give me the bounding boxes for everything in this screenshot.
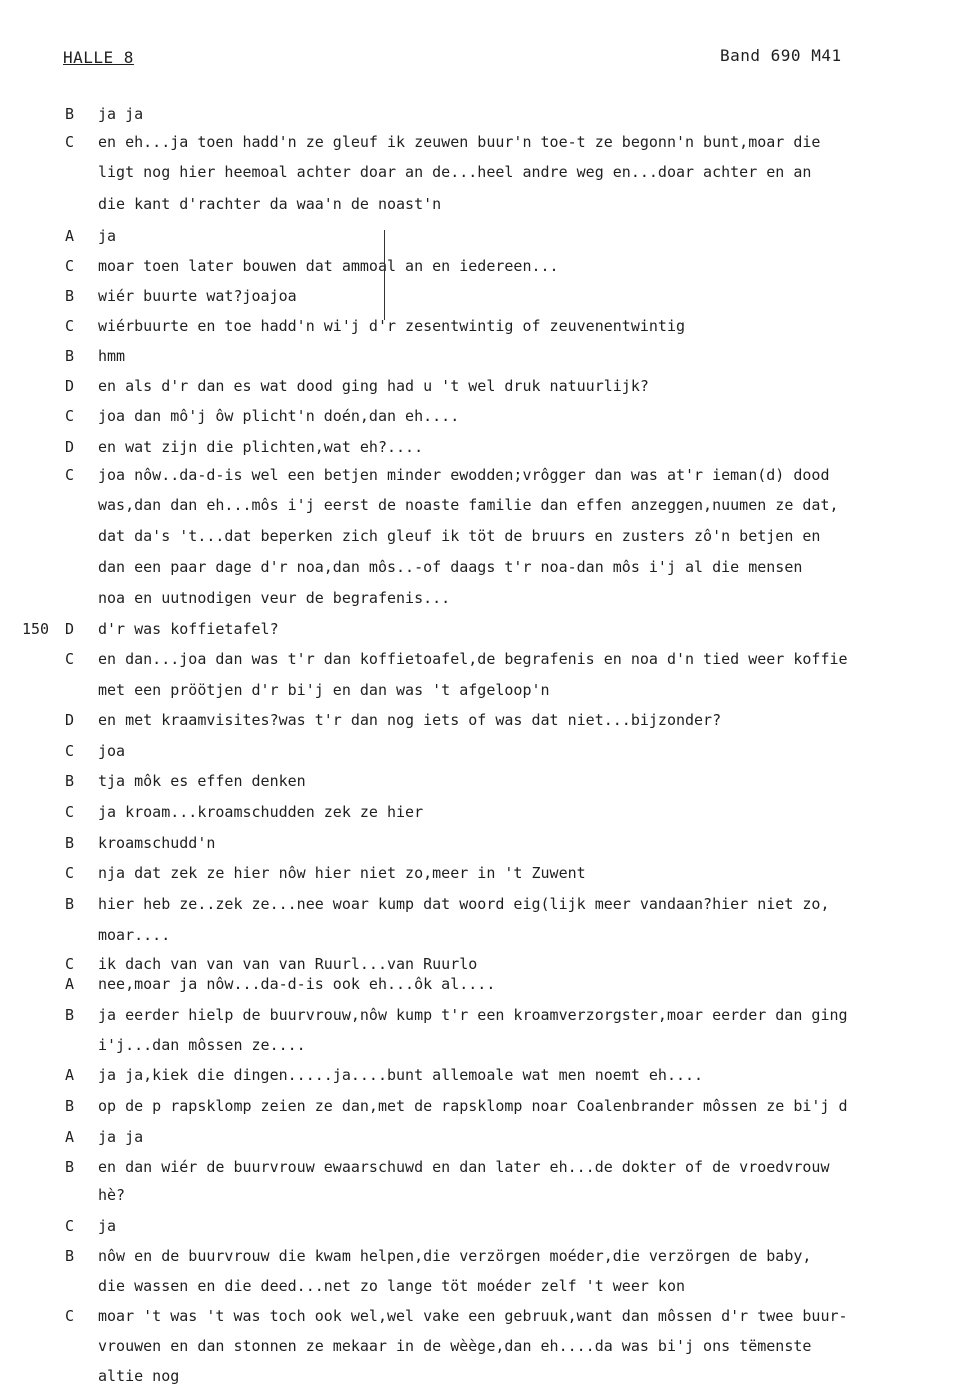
speaker-label: C — [65, 742, 75, 760]
utterance-text: tja môk es effen denken — [98, 772, 306, 790]
utterance-text: ja — [98, 227, 117, 245]
speaker-label: C — [65, 955, 75, 973]
utterance-text: dat da's 't...dat beperken zich gleuf ik töt de bruurs en zusters zô'n betjen en — [98, 527, 821, 545]
utterance-text: moar toen later bouwen dat ammoal an en iedereen... — [98, 257, 559, 275]
speaker-label: C — [65, 803, 75, 821]
margin-rule — [384, 230, 385, 320]
utterance-text: moar.... — [98, 926, 171, 944]
utterance-text: ja ja,kiek die dingen.....ja....bunt allemoale wat men noemt eh.... — [98, 1066, 704, 1084]
utterance-text: i'j...dan môssen ze.... — [98, 1036, 306, 1054]
utterance-text: hier heb ze..zek ze...nee woar kump dat woord eig(lijk meer vandaan?hier niet zo, — [98, 895, 830, 913]
speaker-label: B — [65, 1247, 75, 1265]
utterance-text: ja ja — [98, 1128, 144, 1146]
utterance-text: nôw en de buurvrouw die kwam helpen,die verzörgen moéder,die verzörgen de baby, — [98, 1247, 812, 1265]
utterance-text: en dan wiér de buurvrouw ewaarschuwd en dan later eh...de dokter of de vroedvrouw — [98, 1158, 830, 1176]
speaker-label: C — [65, 466, 75, 484]
utterance-text: dan een paar dage d'r noa,dan môs..-of daags t'r noa-dan môs i'j al die mensen — [98, 558, 803, 576]
utterance-text: nja dat zek ze hier nôw hier niet zo,meer in 't Zuwent — [98, 864, 586, 882]
utterance-text: was,dan dan eh...môs i'j eerst de noaste familie dan effen anzeggen,nuumen ze dat, — [98, 496, 839, 514]
speaker-label: C — [65, 650, 75, 668]
speaker-label: B — [65, 1158, 75, 1176]
speaker-label: C — [65, 257, 75, 275]
speaker-label: B — [65, 1006, 75, 1024]
utterance-text: die kant d'rachter da waa'n de noast'n — [98, 195, 442, 213]
utterance-text: altie nog — [98, 1367, 180, 1385]
speaker-label: C — [65, 407, 75, 425]
speaker-label: A — [65, 975, 75, 993]
speaker-label: D — [65, 377, 75, 395]
utterance-text: en eh...ja toen hadd'n ze gleuf ik zeuwen buur'n toe-t ze begonn'n bunt,moar die — [98, 133, 821, 151]
utterance-text: die wassen en die deed...net zo lange töt moéder zelf 't weer kon — [98, 1277, 685, 1295]
utterance-text: ja — [98, 1217, 117, 1235]
utterance-text: d'r was koffietafel? — [98, 620, 279, 638]
utterance-text: kroamschudd'n — [98, 834, 216, 852]
utterance-text: joa nôw..da-d-is wel een betjen minder ewodden;vrôgger dan was at'r ieman(d) dood — [98, 466, 830, 484]
utterance-text: hmm — [98, 347, 126, 365]
speaker-label: A — [65, 1128, 75, 1146]
speaker-label: A — [65, 1066, 75, 1084]
utterance-text: ja kroam...kroamschudden zek ze hier — [98, 803, 424, 821]
speaker-label: C — [65, 864, 75, 882]
speaker-label: C — [65, 1217, 75, 1235]
speaker-label: B — [65, 895, 75, 913]
utterance-text: ja ja — [98, 105, 144, 123]
utterance-text: joa — [98, 742, 126, 760]
speaker-label: C — [65, 133, 75, 151]
speaker-label: B — [65, 834, 75, 852]
utterance-text: en wat zijn die plichten,wat eh?.... — [98, 438, 424, 456]
utterance-text: wiér buurte wat?joajoa — [98, 287, 297, 305]
utterance-text: noa en uutnodigen veur de begrafenis... — [98, 589, 451, 607]
speaker-label: C — [65, 1307, 75, 1325]
utterance-text: ik dach van van van van Ruurl...van Ruurlo — [98, 955, 478, 973]
utterance-text: wiérbuurte en toe hadd'n wi'j d'r zesentwintig of zeuvenentwintig — [98, 317, 685, 335]
line-number: 150 — [22, 620, 50, 638]
speaker-label: A — [65, 227, 75, 245]
utterance-text: hè? — [98, 1186, 126, 1204]
utterance-text: joa dan mô'j ôw plicht'n doén,dan eh.... — [98, 407, 460, 425]
utterance-text: op de p rapsklomp zeien ze dan,met de rapsklomp noar Coalenbrander môssen ze bi'j d — [98, 1097, 848, 1115]
utterance-text: en met kraamvisites?was t'r dan nog iets of was dat niet...bijzonder? — [98, 711, 722, 729]
speaker-label: B — [65, 772, 75, 790]
page-header-band: Band 690 M41 — [720, 46, 842, 65]
speaker-label: B — [65, 1097, 75, 1115]
speaker-label: C — [65, 317, 75, 335]
speaker-label: D — [65, 620, 75, 638]
speaker-label: B — [65, 105, 75, 123]
utterance-text: en als d'r dan es wat dood ging had u 't wel druk natuurlijk? — [98, 377, 649, 395]
page-header-title: HALLE 8 — [63, 48, 134, 67]
utterance-text: vrouwen en dan stonnen ze mekaar in de wèège,dan eh....da was bi'j ons tëmenste — [98, 1337, 812, 1355]
speaker-label: D — [65, 711, 75, 729]
speaker-label: D — [65, 438, 75, 456]
utterance-text: en dan...joa dan was t'r dan koffietoafel,de begrafenis en noa d'n tied weer koffie — [98, 650, 848, 668]
utterance-text: ja eerder hielp de buurvrouw,nôw kump t'r een kroamverzorgster,moar eerder dan ging — [98, 1006, 848, 1024]
speaker-label: B — [65, 347, 75, 365]
utterance-text: ligt nog hier heemoal achter doar an de...heel andre weg en...doar achter en an — [98, 163, 812, 181]
speaker-label: B — [65, 287, 75, 305]
utterance-text: nee,moar ja nôw...da-d-is ook eh...ôk al.... — [98, 975, 496, 993]
utterance-text: met een pröötjen d'r bi'j en dan was 't afgeloop'n — [98, 681, 550, 699]
utterance-text: moar 't was 't was toch ook wel,wel vake een gebruuk,want dan môssen d'r twee buur- — [98, 1307, 848, 1325]
